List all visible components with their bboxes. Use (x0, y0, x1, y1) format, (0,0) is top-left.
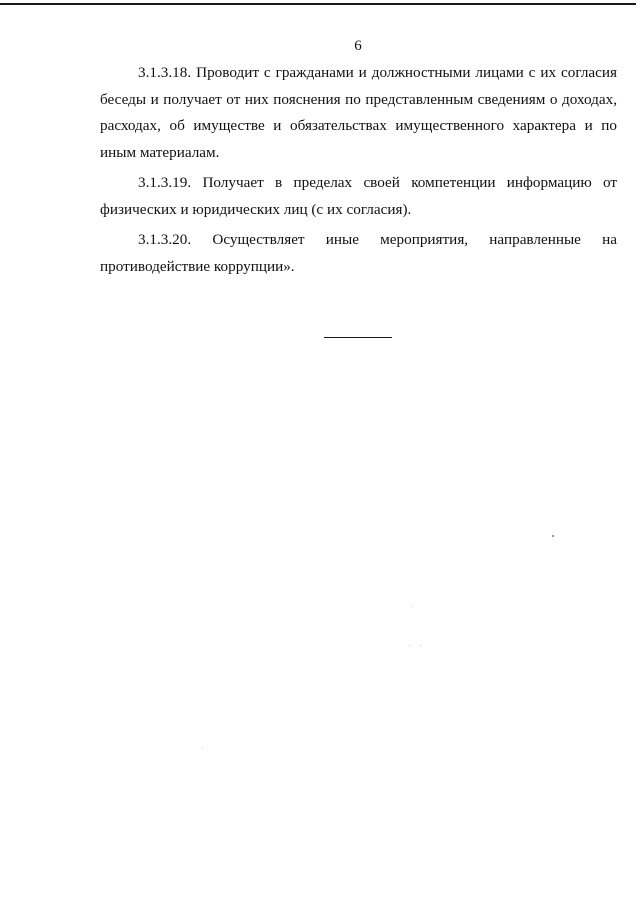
scan-speck (411, 606, 412, 607)
scan-speck (420, 645, 421, 646)
scan-speck (552, 535, 554, 537)
page-number: 6 (354, 38, 362, 54)
paragraph-3-1-3-19: 3.1.3.19. Получает в пределах своей компетенции информацию от физических и юридических лиц (с их согласия). (100, 174, 617, 218)
scan-speck (409, 645, 410, 646)
document-body (100, 60, 617, 284)
paragraph-3-1-3-20: 3.1.3.20. Осуществляет иные мероприятия, направленные на противодействие коррупции». (100, 231, 617, 275)
paragraph-3-1-3-18: 3.1.3.18. Проводит с гражданами и должностными лицами с их согласия беседы и получает от них пояснения по представленным сведениям о доходах, расходах, об имуществе и обязательствах имущественного характера и по иным материалам. (100, 64, 617, 161)
top-border-line (0, 3, 636, 5)
scan-speck (202, 748, 203, 749)
end-of-text-separator (324, 337, 392, 338)
